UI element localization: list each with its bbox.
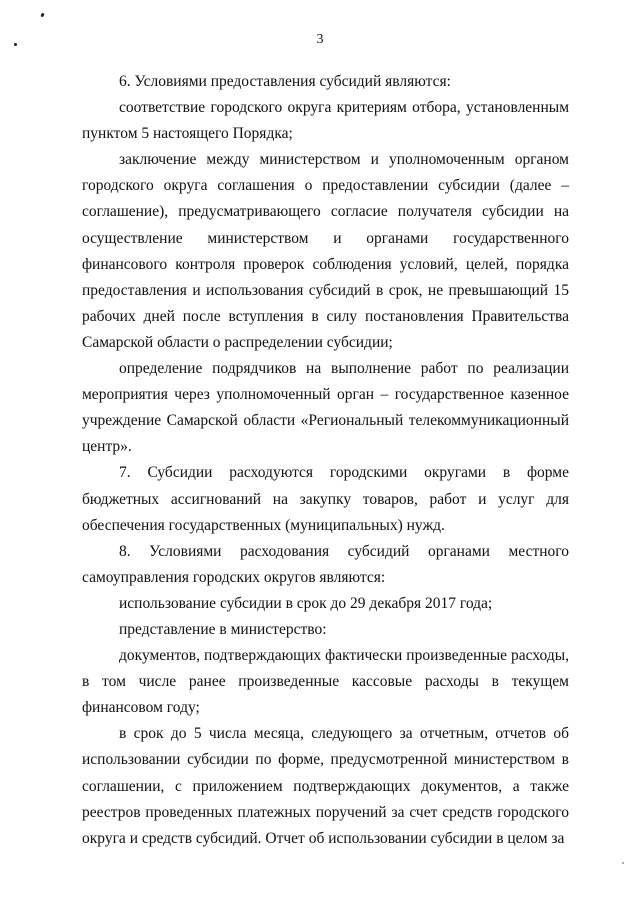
- paragraph-condition-agreement: заключение между министерством и уполномоченным органом городского округа соглашения о предоставлении субсидии (далее – соглашение), предусматривающего согласие получателя субсидии на осуществление министерством и органами государственного финансового контроля проверок соблюдения условий, целей, порядка предоставления и использования субсидий в срок, не превышающий 15 рабочих дней после вступления в силу постановления Правительства Самарской области о распределении субсидии;: [82, 151, 569, 351]
- scan-speck: [40, 13, 44, 18]
- paragraph-condition-contractors: определение подрядчиков на выполнение работ по реализации мероприятия через уполномоченный орган – государственное казенное учреждение Самарской области «Региональный телекоммуникационный центр».: [82, 360, 569, 456]
- paragraph-7: 7. Субсидии расходуются городскими округами в форме бюджетных ассигнований на закупку товаров, работ и услуг для обеспечения государственных (муниципальных) нужд.: [82, 464, 569, 534]
- paragraph-reports: в срок до 5 числа месяца, следующего за отчетным, отчетов об использовании субсидии по форме, предусмотренной министерством в соглашении, с приложением подтверждающих документов, а также реестров проведенных платежных поручений за счет средств городского округа и средств субсидий. Отчет об использовании субсидии в целом за: [82, 725, 569, 847]
- paragraph-submission: представление в министерство:: [119, 620, 327, 638]
- paragraph-usage-deadline: использование субсидии в срок до 29 декабря 2017 года;: [119, 594, 493, 612]
- paragraph-6-heading: 6. Условиями предоставления субсидий являются:: [119, 73, 451, 90]
- paragraph-condition-criteria: соответствие городского округа критериям отбора, установленным пунктом 5 настоящего Порядка;: [82, 99, 569, 143]
- paragraph-8-heading: 8. Условиями расходования субсидий органами местного самоуправления городских округов являются:: [82, 542, 569, 586]
- document-body: [82, 69, 569, 852]
- scan-speck: [622, 862, 624, 864]
- paragraph-documents: документов, подтверждающих фактически произведенные расходы, в том числе ранее произведенные кассовые расходы в текущем финансовом году;: [82, 647, 569, 717]
- page-number: 3: [316, 32, 324, 47]
